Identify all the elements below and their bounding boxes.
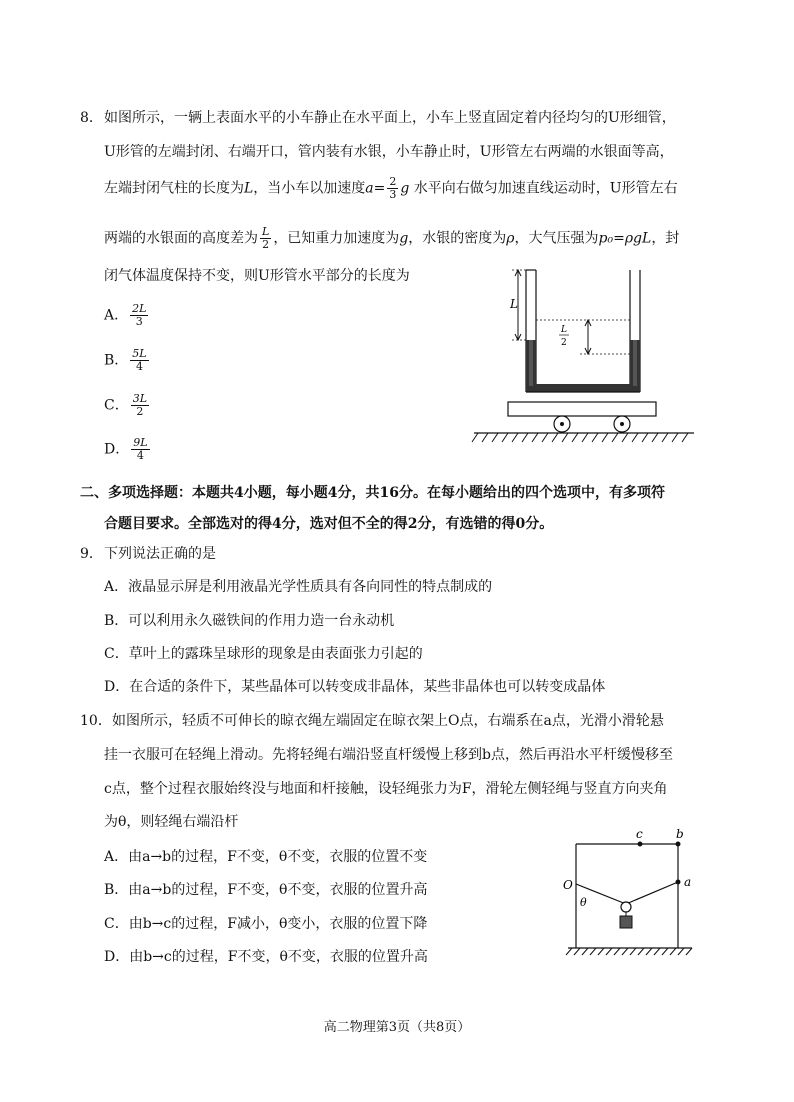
q8-line-3-f: 水平向右做匀加速直线运动时，U形管左右: [409, 180, 678, 197]
q10-clothesline-figure: [560, 822, 700, 962]
option-label: B．: [104, 352, 129, 369]
q8-line-4-d: ，水银的密度为: [408, 230, 507, 247]
q8-var-L: L: [244, 180, 254, 197]
option-fraction: $\frac{2L}{3}$: [132, 302, 147, 328]
q8-option-c[interactable]: [104, 393, 151, 418]
option-fraction: $\frac{3L}{2}$: [132, 392, 148, 418]
q8-line-4-b: ，已知重力加速度为: [273, 230, 400, 247]
q8-var-rho: ρ: [506, 230, 515, 247]
label-theta: θ: [580, 896, 587, 909]
q10-option-c[interactable]: C．由b→c的过程，F减小，θ变小，衣服的位置下降: [104, 916, 428, 932]
label-L: L: [510, 297, 518, 311]
q9-option-d[interactable]: D．在合适的条件下，某些晶体可以转变成非晶体，某些非晶体也可以转变成晶体: [104, 679, 606, 695]
option-label: D．: [104, 441, 130, 458]
q8-fraction-2-3: $\frac{2}{3}$: [389, 175, 397, 201]
point-a: [676, 880, 681, 885]
q8-option-b[interactable]: [104, 348, 151, 373]
q10-option-b[interactable]: B．由a→b的过程，F不变，θ不变，衣服的位置升高: [104, 882, 428, 898]
q8-line-4-a: 两端的水银面的高度差为: [104, 230, 258, 247]
q9-stem: 下列说法正确的是: [104, 546, 216, 562]
q10-number: 10．: [80, 713, 112, 729]
q10-line-2: 挂一衣服可在轻绳上滑动。先将轻绳右端沿竖直杆缓慢上移到b点，然后再沿水平杆缓慢移至: [104, 747, 673, 763]
q8-line-1: 如图所示，一辆上表面水平的小车静止在水平面上，小车上竖直固定着内径均匀的U形细管，: [104, 110, 676, 126]
q8-line-3-c: ，当小车以加速度: [253, 180, 366, 197]
q10-option-a[interactable]: A．由a→b的过程，F不变，θ不变，衣服的位置不变: [104, 849, 428, 865]
option-fraction: $\frac{5L}{4}$: [132, 347, 147, 373]
q8-var-a: a=: [365, 180, 386, 197]
q9-option-a[interactable]: A．液晶显示屏是利用液晶光学性质具有各向同性的特点制成的: [104, 579, 493, 595]
q8-line-4-f: ，大气压强为: [514, 230, 599, 247]
point-c: [638, 842, 643, 847]
q8-var-g: g: [400, 180, 410, 197]
q8-u-tube-figure: [470, 262, 700, 452]
pulley-icon: [621, 902, 631, 912]
q10-line-3: c点，整个过程衣服始终没与地面和杆接触，设轻绳张力为F，滑轮左侧轻绳与竖直方向夹角: [104, 781, 668, 797]
label-a: a: [684, 875, 692, 889]
section2-header-line2: 合题目要求。全部选对的得4分，选对但不全的得2分，有选错的得0分。: [104, 516, 554, 532]
option-label: C．: [104, 397, 129, 414]
q9-option-b[interactable]: B．可以利用永久磁铁间的作用力造一台永动机: [104, 613, 395, 629]
q8-line-3: [104, 176, 678, 201]
option-label: A．: [104, 307, 129, 324]
label-c: c: [636, 827, 643, 841]
q8-line-5: 闭气体温度保持不变，则U形管水平部分的长度为: [104, 268, 410, 284]
clothes-block: [620, 916, 632, 928]
point-b: [676, 842, 681, 847]
q8-line-3-a: 左端封闭气柱的长度为: [104, 180, 244, 197]
label-half-den: 2: [561, 338, 567, 348]
q8-fraction-L-2: $\frac{L}{2}$: [262, 225, 270, 251]
option-fraction: $\frac{9L}{4}$: [133, 436, 148, 462]
page-footer: 高二物理第3页（共8页）: [323, 1020, 471, 1035]
label-O: O: [563, 878, 573, 892]
q9-option-c[interactable]: C．草叶上的露珠呈球形的现象是由表面张力引起的: [104, 646, 423, 662]
mercury-shape: [526, 340, 640, 392]
q10-option-d[interactable]: D．由b→c的过程，F不变，θ不变，衣服的位置升高: [104, 949, 428, 965]
q8-line-4-h: ，封: [651, 230, 680, 247]
label-half-num: L: [561, 325, 567, 335]
cart-body: [508, 402, 656, 416]
q8-option-d[interactable]: [104, 437, 152, 462]
q8-var-g2: g: [399, 230, 409, 247]
q9-number: 9．: [80, 546, 103, 562]
q8-var-p0: p₀=ρgL: [598, 230, 652, 247]
section2-header-line1: 二、多项选择题：本题共4小题，每小题4分，共16分。在每小题给出的四个选项中，有多项符: [80, 485, 665, 501]
q8-line-2: U形管的左端封闭、右端开口，管内装有水银，小车静止时，U形管左右两端的水银面等高，: [104, 144, 674, 160]
q8-line-4: [104, 226, 679, 251]
q10-line-4: 为θ，则轻绳右端沿杆: [104, 814, 239, 830]
label-b: b: [676, 827, 684, 841]
q10-line-1: 如图所示，轻质不可伸长的晾衣绳左端固定在晾衣架上O点，右端系在a点，光滑小滑轮悬: [112, 713, 664, 729]
q8-number: 8．: [80, 110, 103, 126]
q8-option-a[interactable]: [104, 303, 150, 328]
